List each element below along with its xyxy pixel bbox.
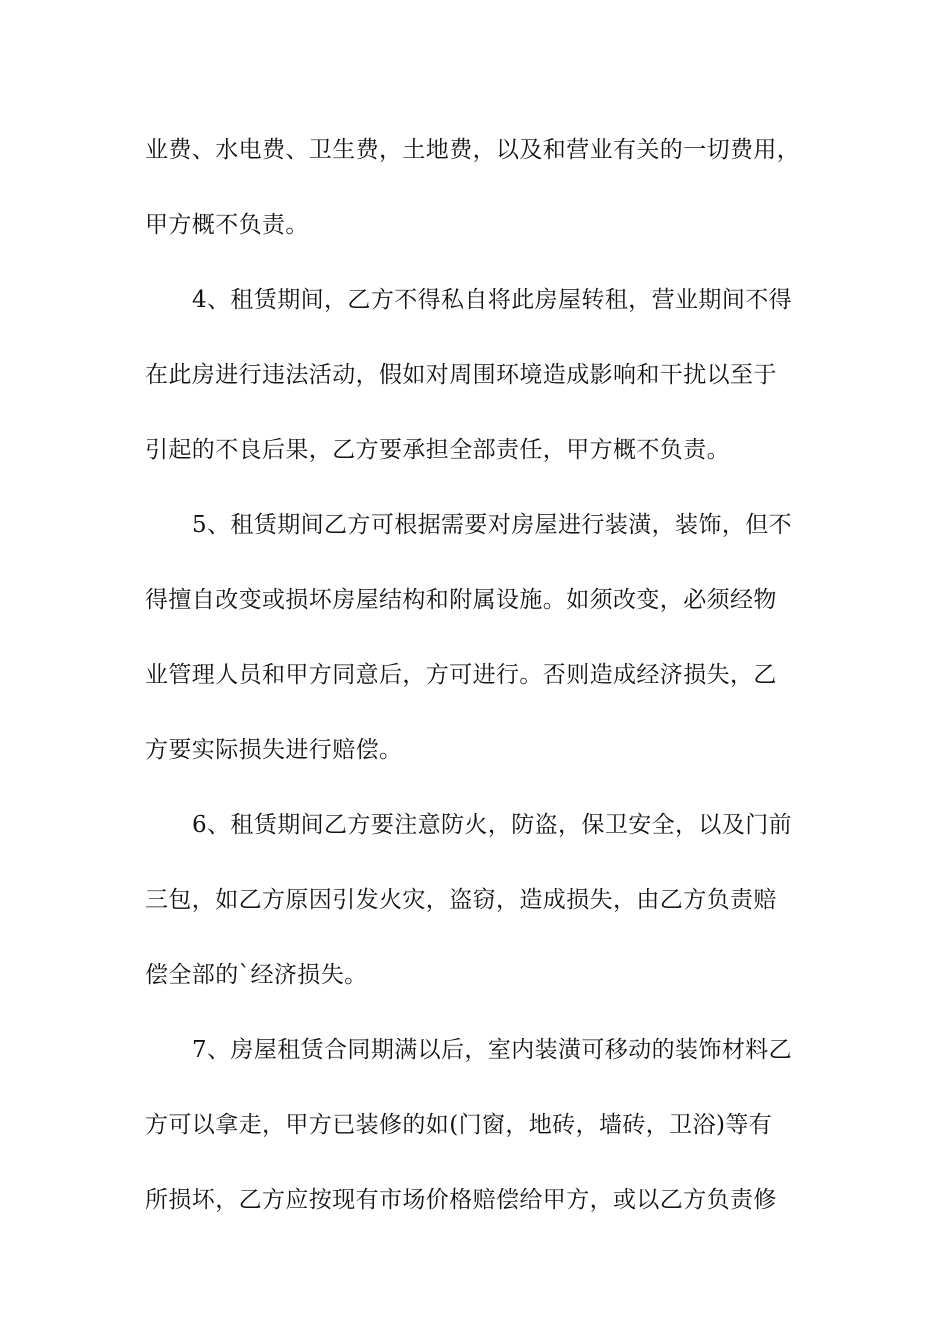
text-line: 方可以拿走，甲方已装修的如(门窗，地砖，墙砖，卫浴)等有 bbox=[145, 1112, 773, 1138]
text-line: 所损坏，乙方应按现有市场价格赔偿给甲方，或以乙方负责修 bbox=[145, 1187, 777, 1213]
text-line: 三包，如乙方原因引发火灾，盗窃，造成损失，由乙方负责赔 bbox=[145, 887, 777, 913]
text-line: 业管理人员和甲方同意后，方可进行。否则造成经济损失，乙 bbox=[145, 662, 777, 688]
text-line: 业费、水电费、卫生费，土地费，以及和营业有关的一切费用， bbox=[145, 137, 801, 163]
paragraph-7-start: 7、房屋租赁合同期满以后，室内装潢可移动的装饰材料乙 bbox=[192, 1037, 793, 1063]
text-line: 引起的不良后果，乙方要承担全部责任，甲方概不负责。 bbox=[145, 437, 730, 463]
paragraph-4-start: 4、租赁期间，乙方不得私自将此房屋转租，营业期间不得 bbox=[192, 287, 793, 313]
text-line: 方要实际损失进行赔偿。 bbox=[145, 737, 403, 763]
text-line: 在此房进行违法活动，假如对周围环境造成影响和干扰以至于 bbox=[145, 362, 777, 388]
paragraph-5-start: 5、租赁期间乙方可根据需要对房屋进行装潢，装饰，但不 bbox=[192, 512, 793, 538]
text-line: 甲方概不负责。 bbox=[145, 212, 309, 238]
text-line: 偿全部的`经济损失。 bbox=[145, 962, 368, 988]
paragraph-6-start: 6、租赁期间乙方要注意防火，防盗，保卫安全，以及门前 bbox=[192, 812, 793, 838]
text-line: 得擅自改变或损坏房屋结构和附属设施。如须改变，必须经物 bbox=[145, 587, 777, 613]
